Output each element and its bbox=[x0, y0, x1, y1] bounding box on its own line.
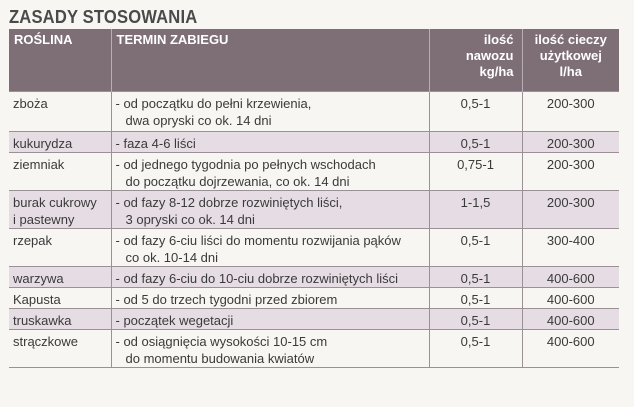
table-row bbox=[9, 152, 619, 190]
plant-name: burak cukrowy bbox=[13, 194, 97, 210]
term-line: - od osiągnięcia wysokości 10-15 cm bbox=[116, 333, 425, 350]
plant-cell bbox=[9, 329, 111, 367]
table-header-row bbox=[9, 29, 619, 91]
fertilizer-dose-cell: 0,5-1 bbox=[429, 91, 522, 131]
plant-name: Kapusta bbox=[13, 291, 61, 307]
fertilizer-dose-cell: 0,5-1 bbox=[429, 308, 522, 329]
header-term: TERMIN ZABIEGU bbox=[111, 29, 429, 91]
fertilizer-dose-cell: 0,5-1 bbox=[429, 329, 522, 367]
term-cell bbox=[111, 308, 429, 329]
liquid-volume-cell: 200-300 bbox=[522, 91, 619, 131]
liquid-volume-cell: 300-400 bbox=[522, 228, 619, 266]
term-line: 3 opryski co ok. 14 dni bbox=[125, 211, 255, 227]
plant-cell bbox=[9, 131, 111, 152]
plant-cell bbox=[9, 91, 111, 131]
term-line: do początku dojrzewania, co ok. 14 dni bbox=[125, 173, 350, 189]
term-line: do momentu budowania kwiatów bbox=[125, 350, 315, 366]
liquid-volume-cell: 200-300 bbox=[522, 152, 619, 190]
plant-cell bbox=[9, 228, 111, 266]
term-cell bbox=[111, 287, 429, 308]
plant-name: kukurydza bbox=[13, 135, 73, 151]
plant-cell bbox=[9, 190, 111, 228]
term-line: - od jednego tygodnia po pełnych wschodach bbox=[116, 156, 425, 173]
plant-name: strączkowe bbox=[13, 333, 79, 349]
table-row bbox=[9, 308, 619, 329]
term-cell bbox=[111, 131, 429, 152]
plant-name: warzywa bbox=[13, 270, 64, 286]
term-cell bbox=[111, 329, 429, 367]
plant-cell bbox=[9, 152, 111, 190]
fertilizer-dose-cell: 1-1,5 bbox=[429, 190, 522, 228]
plant-cell bbox=[9, 287, 111, 308]
liquid-volume-cell: 400-600 bbox=[522, 329, 619, 367]
table-row bbox=[9, 329, 619, 367]
plant-cell bbox=[9, 308, 111, 329]
term-line: - od fazy 6-ciu do 10-ciu dobrze rozwiniętych liści bbox=[116, 270, 425, 287]
usage-table bbox=[9, 29, 619, 368]
term-line: - początek wegetacji bbox=[116, 312, 425, 329]
term-line: - od fazy 8-12 dobrze rozwiniętych liści, bbox=[116, 194, 425, 211]
fertilizer-dose-cell: 0,5-1 bbox=[429, 131, 522, 152]
term-cell bbox=[111, 228, 429, 266]
term-line: co ok. 10-14 dni bbox=[125, 249, 219, 265]
table-row bbox=[9, 91, 619, 131]
fertilizer-dose-cell: 0,75-1 bbox=[429, 152, 522, 190]
fertilizer-dose-cell: 0,5-1 bbox=[429, 228, 522, 266]
plant-name: truskawka bbox=[13, 312, 72, 328]
term-cell bbox=[111, 266, 429, 287]
plant-name: i pastewny bbox=[13, 211, 75, 227]
term-line: - od 5 do trzech tygodni przed zbiorem bbox=[116, 291, 425, 308]
term-line: dwa opryski co ok. 14 dni bbox=[125, 112, 272, 128]
liquid-volume-cell: 400-600 bbox=[522, 266, 619, 287]
table-row bbox=[9, 266, 619, 287]
term-line: - od fazy 6-ciu liści do momentu rozwijania pąków bbox=[116, 232, 425, 249]
header-plant: ROŚLINA bbox=[9, 29, 111, 91]
liquid-volume-cell: 400-600 bbox=[522, 308, 619, 329]
fertilizer-dose-cell: 0,5-1 bbox=[429, 266, 522, 287]
liquid-volume-cell: 400-600 bbox=[522, 287, 619, 308]
liquid-volume-cell: 200-300 bbox=[522, 131, 619, 152]
header-liquid: ilość cieczy użytkowej l/ha bbox=[522, 29, 619, 91]
term-cell bbox=[111, 152, 429, 190]
header-fertilizer: ilość nawozu kg/ha bbox=[429, 29, 522, 91]
table-row bbox=[9, 228, 619, 266]
term-cell bbox=[111, 91, 429, 131]
plant-name: zboża bbox=[13, 95, 48, 111]
plant-name: rzepak bbox=[13, 232, 53, 248]
term-line: - od początku do pełni krzewienia, bbox=[116, 95, 425, 112]
table-row bbox=[9, 131, 619, 152]
fertilizer-dose-cell: 0,5-1 bbox=[429, 287, 522, 308]
term-cell bbox=[111, 190, 429, 228]
table-row bbox=[9, 287, 619, 308]
plant-cell bbox=[9, 266, 111, 287]
plant-name: ziemniak bbox=[13, 156, 65, 172]
liquid-volume-cell: 200-300 bbox=[522, 190, 619, 228]
table-row bbox=[9, 190, 619, 228]
table-body bbox=[9, 91, 619, 367]
term-line: - faza 4-6 liści bbox=[116, 135, 425, 152]
page-title: ZASADY STOSOWANIA bbox=[9, 7, 198, 27]
